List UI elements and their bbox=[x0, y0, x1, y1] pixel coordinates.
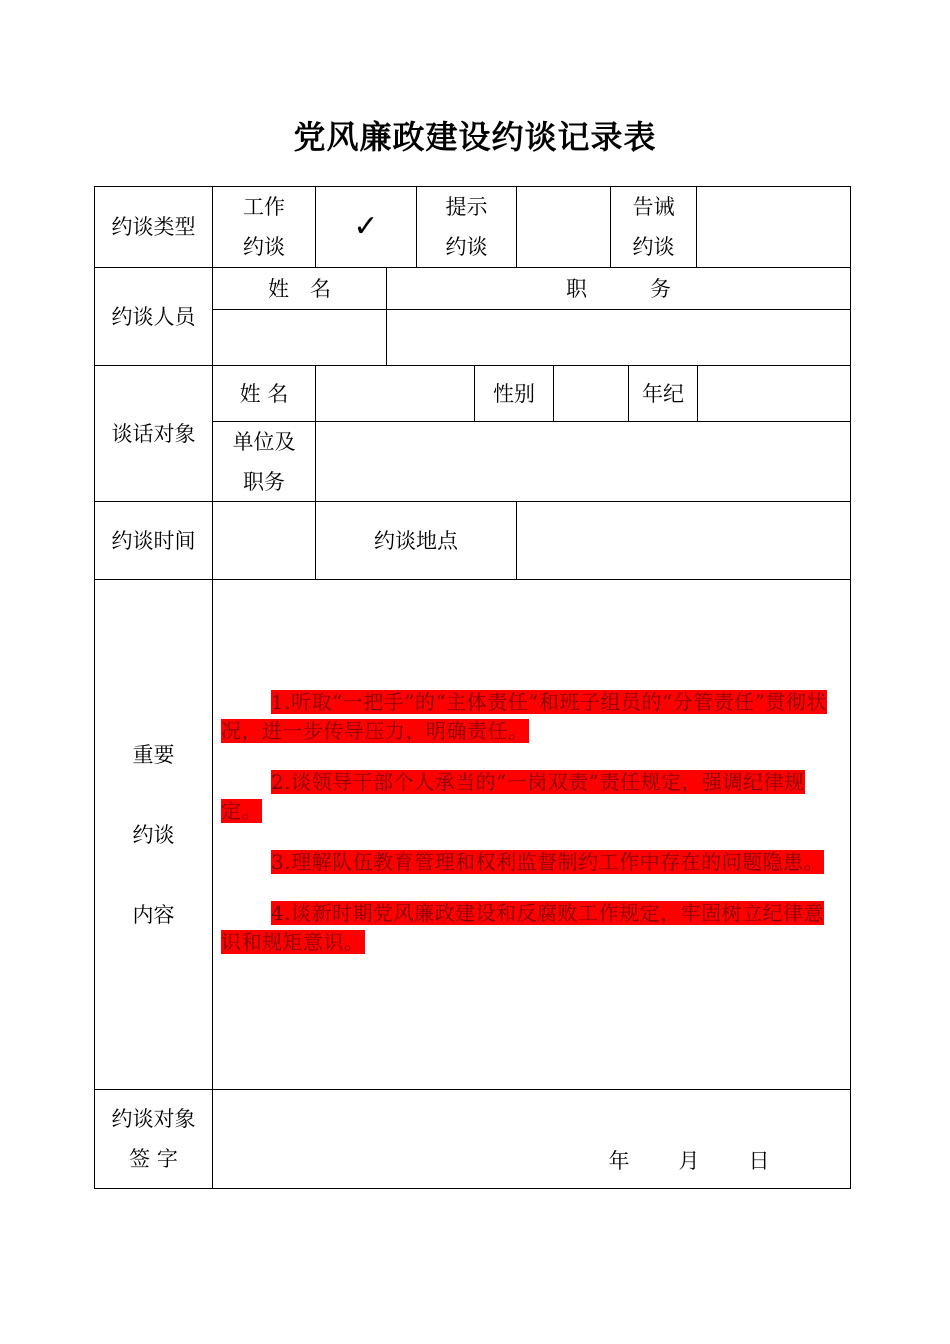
interviewer-name-header: 姓 名 bbox=[268, 276, 331, 301]
page-title: 党风廉政建设约谈记录表 bbox=[293, 118, 657, 156]
interviewer-position-field[interactable] bbox=[387, 310, 850, 365]
subject-label: 谈话对象 bbox=[111, 421, 196, 446]
subject-name-label: 姓 名 bbox=[239, 381, 289, 406]
interviewer-name-field[interactable] bbox=[213, 310, 386, 365]
subject-age-field[interactable] bbox=[698, 366, 850, 421]
interview-time-label: 约谈时间 bbox=[111, 528, 196, 553]
interview-type-label: 约谈类型 bbox=[111, 215, 196, 239]
table-border-bottom bbox=[94, 1188, 851, 1189]
interview-place-field[interactable] bbox=[517, 502, 850, 579]
warning-interview-checkbox[interactable] bbox=[697, 187, 850, 267]
date-year-label: 年 bbox=[608, 1149, 630, 1173]
work-interview-checkbox[interactable]: ✓ bbox=[353, 209, 379, 244]
subject-gender-field[interactable] bbox=[554, 366, 628, 421]
signature-label: 约谈对象 签 字 bbox=[111, 1107, 196, 1171]
interviewer-position-header: 职 务 bbox=[566, 276, 671, 301]
subject-age-label: 年纪 bbox=[642, 381, 684, 406]
date-month-label: 月 bbox=[678, 1149, 700, 1173]
work-interview-label: 工作 约谈 bbox=[243, 195, 285, 259]
subject-name-field[interactable] bbox=[316, 366, 474, 421]
content-item: 4.谈新时期党风廉政建设和反腐败工作规定，牢固树立纪律意识和规矩意识。 bbox=[221, 901, 825, 954]
interview-content-list bbox=[221, 688, 835, 979]
subject-gender-label: 性别 bbox=[493, 381, 535, 406]
date-day-label: 日 bbox=[748, 1149, 770, 1173]
interviewer-label: 约谈人员 bbox=[111, 304, 196, 329]
content-item: 3.理解队伍教育管理和权利监督制约工作中存在的问题隐患。 bbox=[271, 850, 825, 874]
subject-unit-field[interactable] bbox=[316, 422, 850, 501]
warning-interview-label: 告诫 约谈 bbox=[632, 195, 675, 259]
reminder-interview-label: 提示 约谈 bbox=[445, 195, 488, 259]
interview-time-field[interactable] bbox=[213, 502, 315, 579]
subject-unit-label: 单位及 职务 bbox=[232, 429, 296, 494]
content-label: 重要 约谈 内容 bbox=[132, 742, 175, 927]
content-item: 1.听取“一把手”的“主体责任”和班子组员的“分管责任”贯彻状况，进一步传导压力，明确责任。 bbox=[221, 690, 827, 743]
interview-place-label: 约谈地点 bbox=[374, 528, 458, 553]
reminder-interview-checkbox[interactable] bbox=[517, 187, 610, 267]
content-item: 2.谈领导干部个人承当的“一岗双责”责任规定，强调纪律规定。 bbox=[221, 770, 805, 823]
table-border-right bbox=[850, 186, 851, 1189]
